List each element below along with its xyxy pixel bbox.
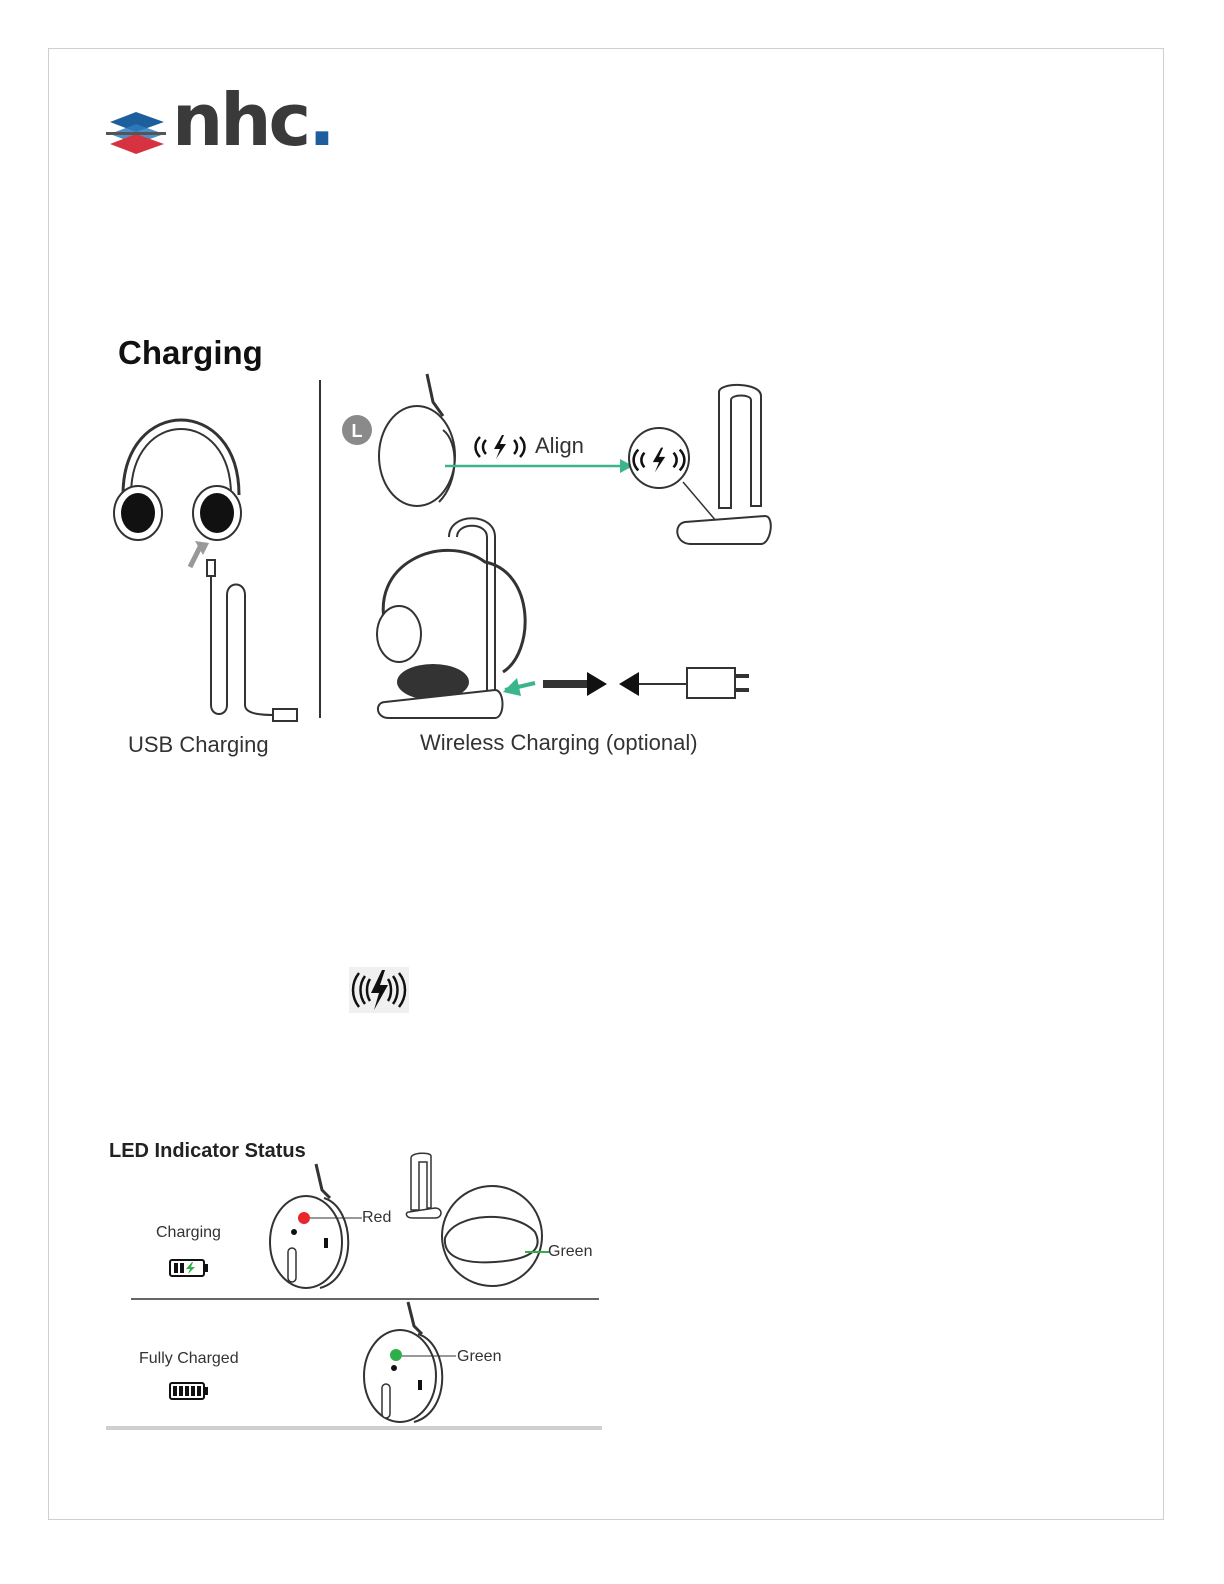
figure-divider [318,380,322,720]
usb-charging-caption: USB Charging [128,732,269,757]
wireless-charging-icon [349,967,409,1013]
wireless-charging-icon-small [472,434,528,460]
led-indicator-title: LED Indicator Status [109,1140,306,1162]
led-row-charging-label: Charging [156,1224,221,1241]
red-led-dot [298,1212,310,1224]
led-full-headset-label: Green [457,1348,502,1365]
nhc-logo [106,78,333,162]
led-bottom-rule [106,1425,604,1431]
usb-charging-illustration [105,395,315,725]
battery-charging-icon [169,1259,209,1277]
battery-full-icon [169,1382,209,1400]
align-label: Align [535,433,584,458]
stand-led-charging-illustration [405,1152,555,1292]
green-led-dot [390,1349,402,1361]
svg-text:L: L [351,421,363,441]
wireless-charging-icon-callout [630,446,688,474]
led-row-fully-charged-label: Fully Charged [139,1350,239,1367]
section-title-charging: Charging [118,334,263,371]
logo-wordmark: nhc. [172,78,333,162]
headset-led-charging-illustration [266,1162,396,1292]
logo-mark-icon [106,112,168,156]
led-charging-headset-label: Red [362,1209,392,1226]
led-charging-stand-label: Green [548,1243,593,1260]
wireless-charging-caption: Wireless Charging (optional) [420,730,698,755]
wireless-charging-illustration [335,372,785,727]
